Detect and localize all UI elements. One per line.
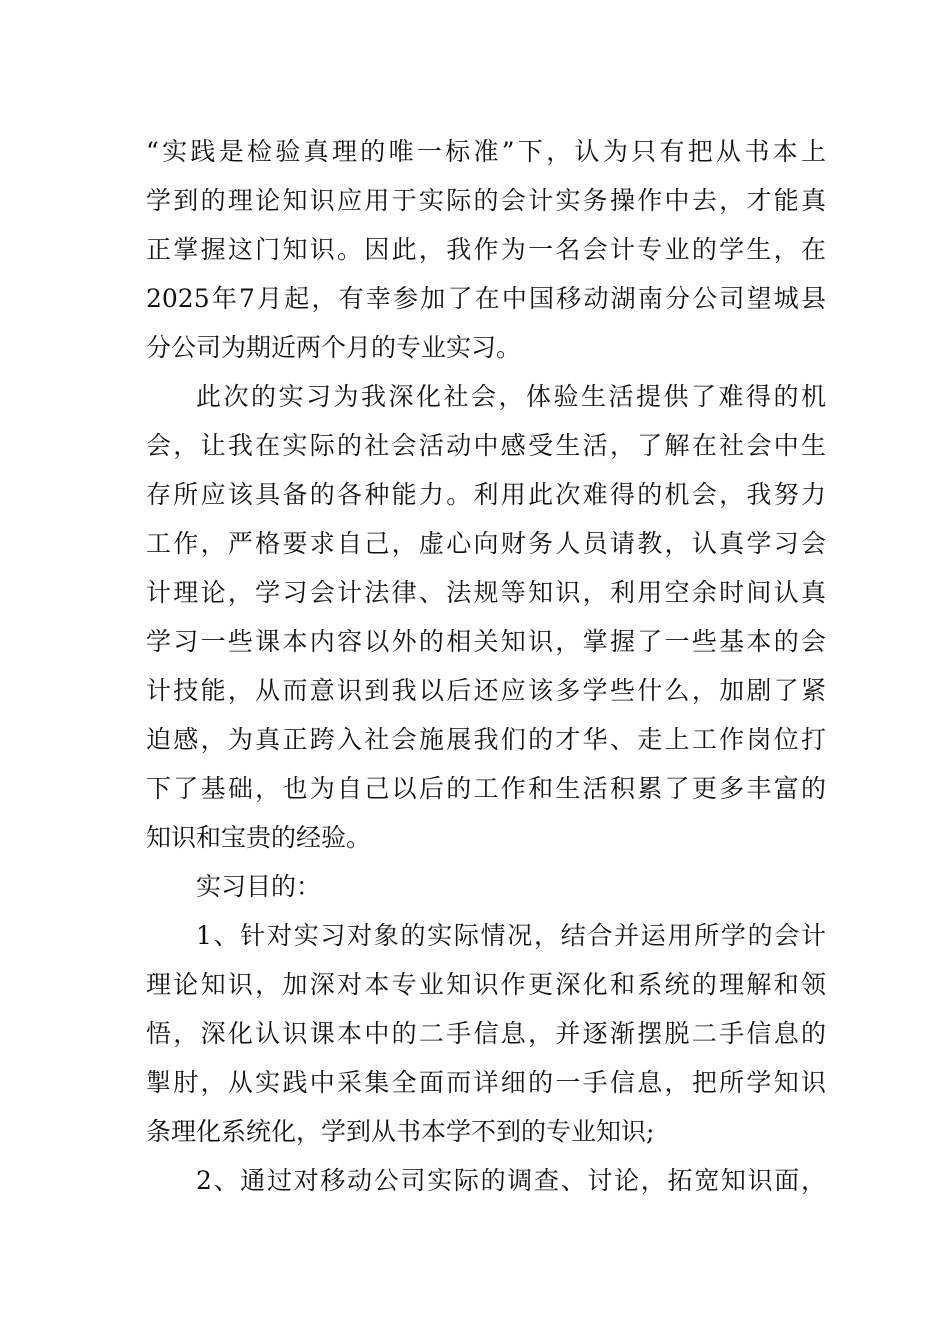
text-line: 学习一些课本内容以外的相关知识，掌握了一些基本的会 [146, 627, 826, 656]
text-line: 1、针对实习对象的实际情况，结合并运用所学的会计 [196, 921, 826, 950]
text-line: 迫感，为真正跨入社会施展我们的才华、走上工作岗位打 [146, 725, 826, 754]
text-line: 悟，深化认识课本中的二手信息，并逐渐摆脱二手信息的 [146, 1019, 826, 1048]
section-heading: 实习目的： [196, 872, 322, 901]
text-line: 此次的实习为我深化社会，体验生活提供了难得的机 [196, 382, 826, 411]
text-line: 计理论，学习会计法律、法规等知识，利用空余时间认真 [146, 578, 826, 607]
text-line: 知识和宝贵的经验。 [146, 823, 372, 852]
text-line: 下了基础，也为自己以后的工作和生活积累了更多丰富的 [146, 774, 826, 803]
text-line: 条理化系统化，学到从书本学不到的专业知识; [146, 1117, 655, 1146]
text-line: 理论知识，加深对本专业知识作更深化和系统的理解和领 [146, 970, 826, 999]
text-line: 存所应该具备的各种能力。利用此次难得的机会，我努力 [146, 480, 826, 509]
text-line: 分公司为期近两个月的专业实习。 [146, 333, 522, 362]
text-line: 2、通过对移动公司实际的调查、讨论，拓宽知识面， [196, 1166, 826, 1195]
text-line: 掣肘，从实践中采集全面而详细的一手信息，把所学知识 [146, 1068, 826, 1097]
text-line: 学到的理论知识应用于实际的会计实务操作中去，才能真 [146, 186, 826, 215]
text-line: 会，让我在实际的社会活动中感受生活，了解在社会中生 [146, 431, 826, 460]
text-line: 计技能，从而意识到我以后还应该多学些什么，加剧了紧 [146, 676, 826, 705]
text-line: 正掌握这门知识。因此，我作为一名会计专业的学生，在 [146, 235, 826, 264]
text-line: “实践是检验真理的唯一标准”下，认为只有把从书本上 [146, 137, 826, 166]
text-line: 工作，严格要求自己，虚心向财务人员请教，认真学习会 [146, 529, 826, 558]
text-line: 2025年7月起，有幸参加了在中国移动湖南分公司望城县 [146, 284, 826, 313]
